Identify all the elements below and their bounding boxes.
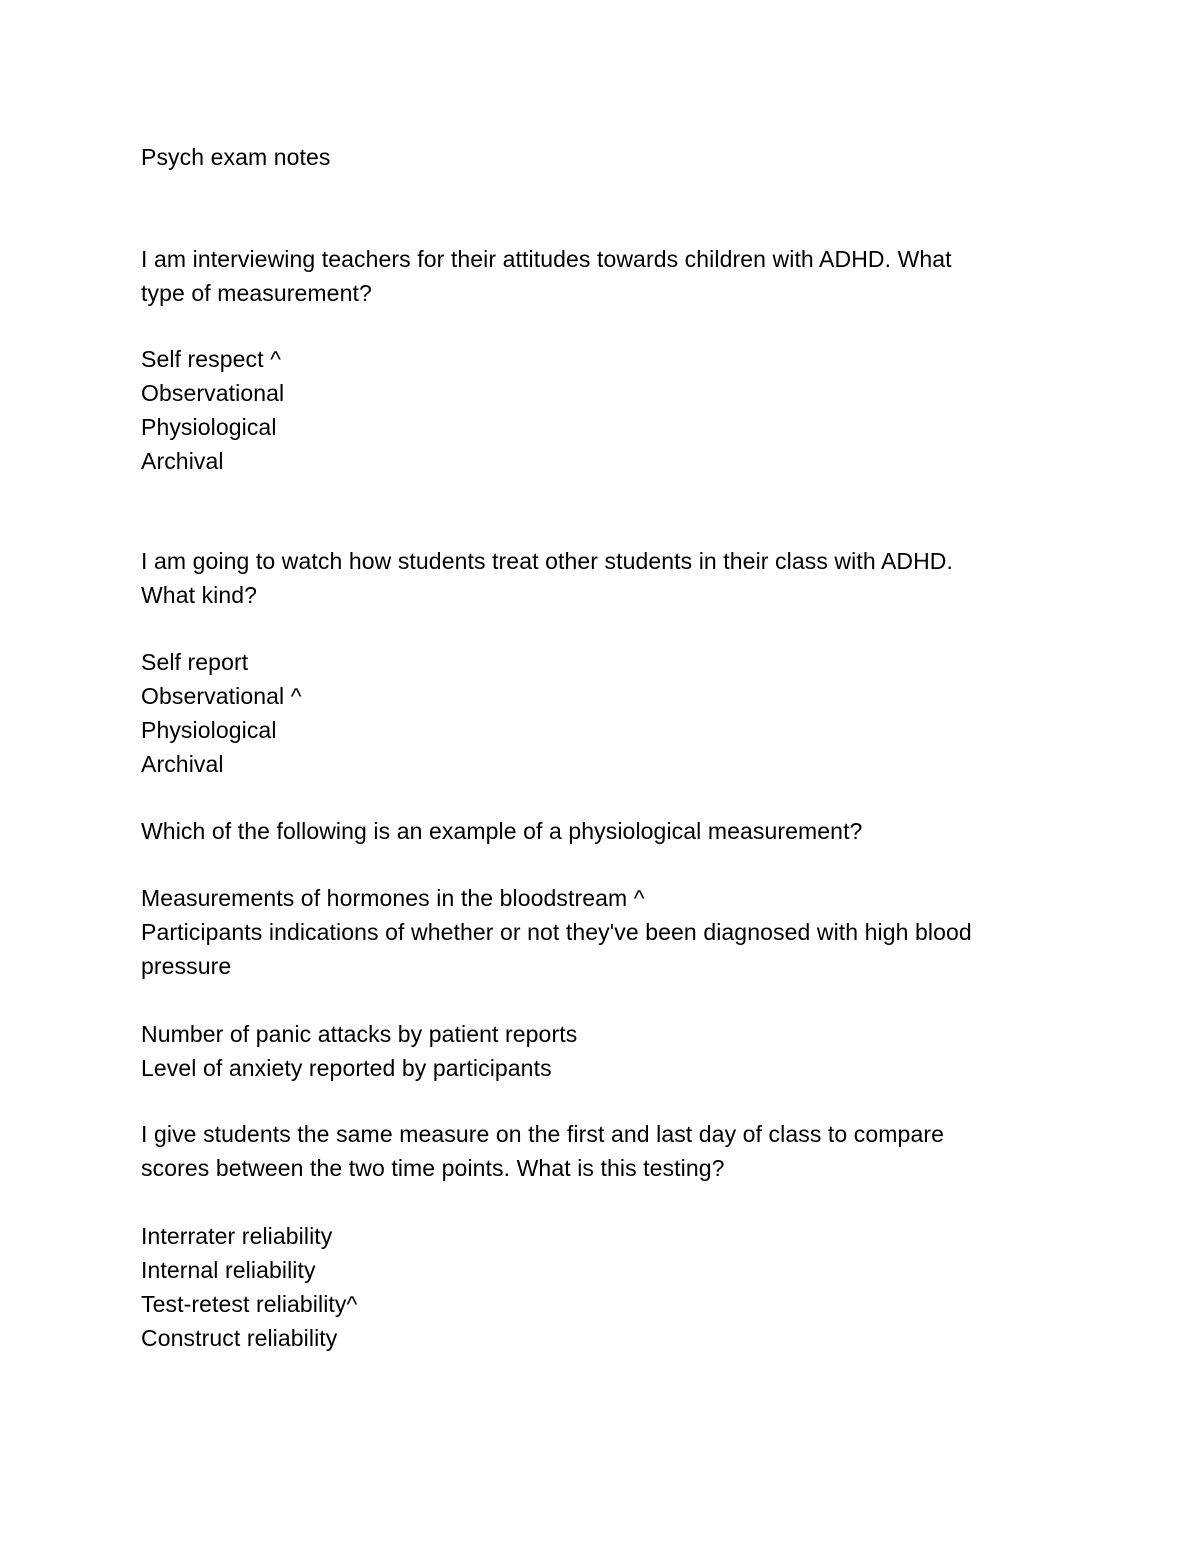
question-2-option-2: Observational ^ [141,683,302,709]
question-4-prompt-line-1: I give students the same measure on the first and last day of class to compare [141,1121,944,1147]
question-1-option-1: Self respect ^ [141,346,282,372]
question-1-prompt-line-2: type of measurement? [141,280,372,306]
question-3-option-2: Participants indications of whether or not they've been diagnosed with high blood [141,919,972,945]
question-2-prompt-line-1: I am going to watch how students treat other students in their class with ADHD. [141,548,954,574]
question-3-option-2-continued: pressure [141,953,232,979]
question-3-option-3: Number of panic attacks by patient reports [141,1021,578,1047]
question-4-option-2: Internal reliability [141,1257,316,1283]
question-4-option-1: Interrater reliability [141,1223,333,1249]
document-title: Psych exam notes [141,144,331,170]
question-4-option-3: Test-retest reliability^ [141,1291,358,1317]
question-4-prompt-line-2: scores between the two time points. What is this testing? [141,1155,725,1181]
question-1-option-4: Archival [141,448,224,474]
question-1-prompt-line-1: I am interviewing teachers for their attitudes towards children with ADHD. What [141,246,952,272]
question-2-prompt-line-2: What kind? [141,582,258,608]
question-1-option-2: Observational [141,380,285,406]
question-2-option-1: Self report [141,649,249,675]
question-2-option-3: Physiological [141,717,277,743]
question-3-option-4: Level of anxiety reported by participants [141,1055,552,1081]
question-3-prompt-line-1: Which of the following is an example of a physiological measurement? [141,818,863,844]
question-4-option-4: Construct reliability [141,1325,338,1351]
question-2-option-4: Archival [141,751,224,777]
question-3-option-1: Measurements of hormones in the bloodstream ^ [141,885,645,911]
question-1-option-3: Physiological [141,414,277,440]
